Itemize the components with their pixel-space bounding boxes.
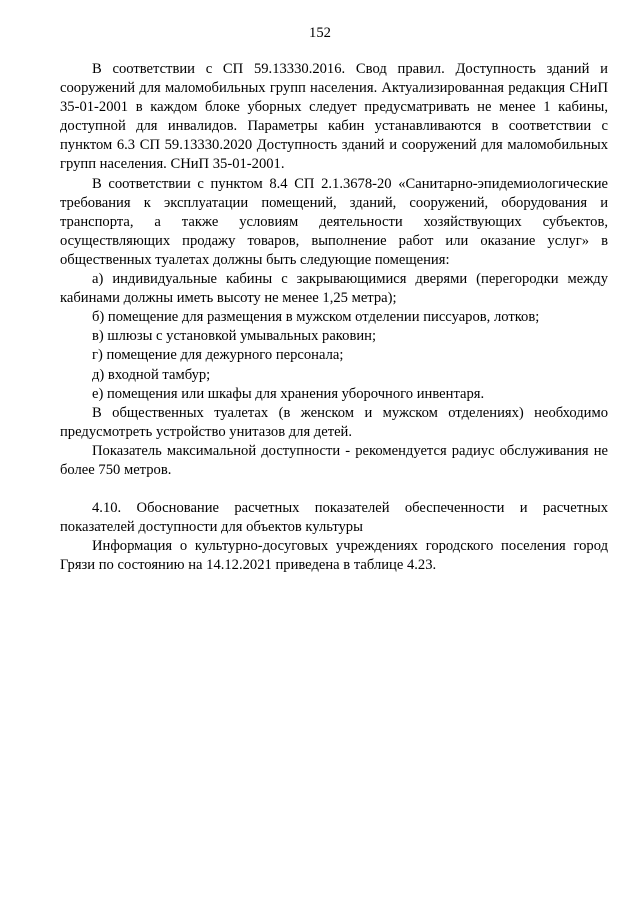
list-item-v: в) шлюзы с установкой умывальных раковин; bbox=[92, 328, 377, 345]
list-item-g: г) помещение для дежурного персонала; bbox=[92, 347, 344, 364]
paragraph-culture-info: Информация о культурно-досуговых учреждениях городского поселения город Грязи по состоянию на 14.12.2021 приведена в таблице 4.23. bbox=[60, 538, 608, 574]
list-item-e: е) помещения или шкафы для хранения уборочного инвентаря. bbox=[92, 385, 485, 402]
paragraph-max-accessibility: Показатель максимальной доступности - рекомендуется радиус обслуживания не более 750 метров. bbox=[60, 442, 608, 478]
section-heading-4-10: 4.10. Обоснование расчетных показателей обеспеченности и расчетных показателей доступности для объектов культуры bbox=[60, 500, 608, 536]
document-body bbox=[60, 60, 608, 575]
paragraph-sanpin-rooms-intro: В соответствии с пунктом 8.4 СП 2.1.3678-20 «Санитарно-эпидемиологические требования к эксплуатации помещений, зданий, сооружений, оборудования и транспорта, а также условиям деятельности хозяйствующих субъектов, осуществляющих продажу товаров, выполнение работ или оказание услуг» в общественных туалетах должны быть следующие помещения: bbox=[60, 175, 608, 268]
list-item-d: д) входной тамбур; bbox=[92, 366, 211, 383]
paragraph-sp-59-requirements: В соответствии с СП 59.13330.2016. Свод правил. Доступность зданий и сооружений для маломобильных групп населения. Актуализированная редакция СНиП 35-01-2001 в каждом блоке уборных следует предусматривать не менее 1 кабины, доступной для инвалидов. Параметры кабин устанавливаются в соответствии с пунктом 6.3 СП 59.13330.2020 Доступность зданий и сооружений для маломобильных групп населения. СНиП 35-01-2001. bbox=[60, 61, 608, 173]
paragraph-children-toilets: В общественных туалетах (в женском и мужском отделениях) необходимо предусмотреть устройство унитазов для детей. bbox=[60, 404, 608, 440]
page-number: 152 bbox=[309, 25, 331, 41]
list-item-b: б) помещение для размещения в мужском отделении писсуаров, лотков; bbox=[92, 309, 540, 326]
list-item-a: а) индивидуальные кабины с закрывающимися дверями (перегородки между кабинами должны иметь высоту не менее 1,25 метра); bbox=[60, 271, 608, 307]
